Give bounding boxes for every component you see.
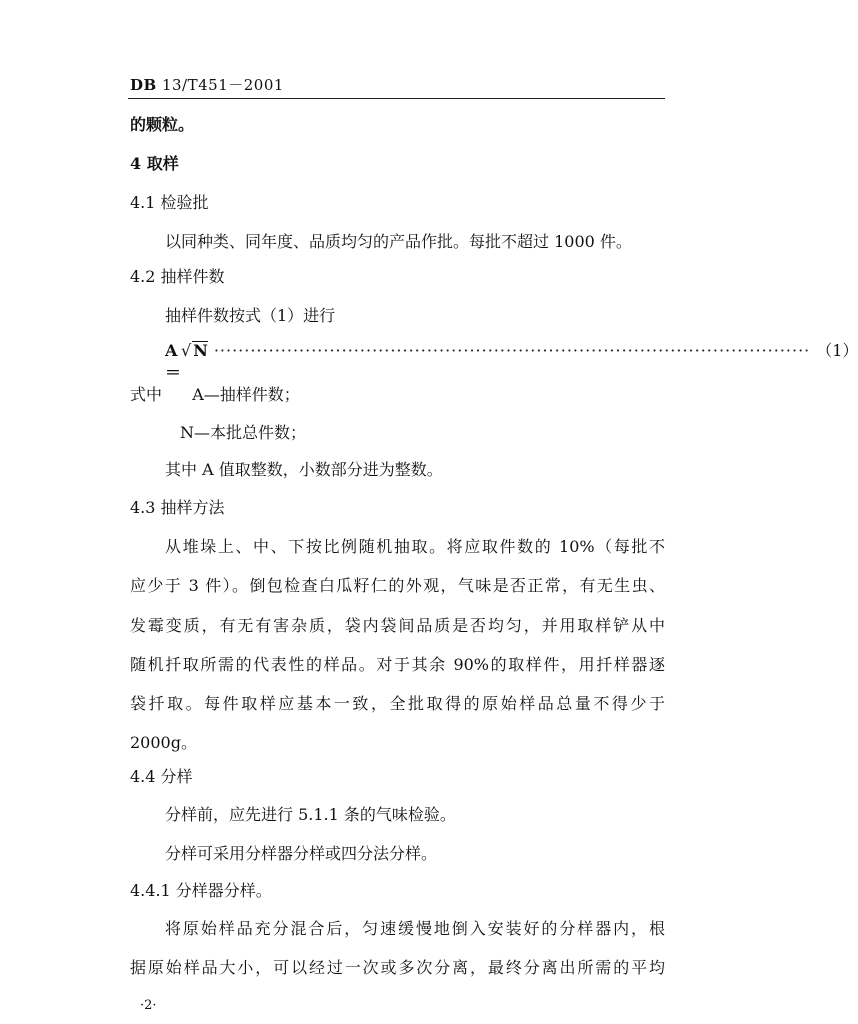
s441-line-2: 据原始样品大小，可以经过一次或多次分离，最终分离出所需的平均 <box>130 958 665 978</box>
where-line <box>130 384 300 406</box>
formula-lhs: A＝ <box>165 341 182 382</box>
section-4-4-text-1: 分样前，应先进行 5.1.1 条的气味检验。 <box>165 805 456 824</box>
section-4-title: 4 取样 <box>130 154 179 173</box>
s43-line-4: 随机扦取所需的代表性的样品。对于其余 90%的取样件，用扦样器逐 <box>130 654 665 674</box>
where-a: A—抽样件数； <box>192 385 300 404</box>
section-4-3-paragraph <box>130 536 665 772</box>
formula-leader-dots: ·································································································· <box>213 341 811 360</box>
section-4-4-title: 4.4 分样 <box>130 767 193 786</box>
s43-line-1: 从堆垛上、中、下按比例随机抽取。将应取件数的 10%（每批不 <box>165 537 665 556</box>
s441-line-1: 将原始样品充分混合后，匀速缓慢地倒入安装好的分样器内，根 <box>165 919 665 938</box>
page-number: ·2· <box>140 998 157 1013</box>
section-4-4-text-2: 分样可采用分样器分样或四分法分样。 <box>165 844 438 863</box>
s43-line-3: 发霉变质，有无有害杂质，袋内袋间品质是否均匀，并用取样铲从中 <box>130 615 665 635</box>
integer-note: 其中 A 值取整数，小数部分进为整数。 <box>165 460 443 479</box>
formula-radicand: N <box>193 341 208 360</box>
standard-code-number: 13/T451－2001 <box>161 76 284 94</box>
s43-line-5: 袋扦取。每件取样应基本一致，全批取得的原始样品总量不得少于 <box>130 694 665 714</box>
formula-1 <box>165 340 858 384</box>
section-4-3-title: 4.3 抽样方法 <box>130 498 225 517</box>
section-4-4-1-paragraph <box>130 918 665 997</box>
section-4-1-text: 以同种类、同年度、品质均匀的产品作批。每批不超过 1000 件。 <box>165 232 632 251</box>
s43-line-6: 2000g。 <box>130 733 197 753</box>
where-n: N—本批总件数； <box>180 423 307 442</box>
s43-line-2: 应少于 3 件）。倒包检查白瓜籽仁的外观，气味是否正常，有无生虫、 <box>130 576 665 596</box>
section-4-1-title: 4.1 检验批 <box>130 193 209 212</box>
section-4-2-title: 4.2 抽样件数 <box>130 267 225 286</box>
section-4-2-text: 抽样件数按式（1）进行 <box>165 306 336 325</box>
continued-line: 的颗粒。 <box>130 115 195 134</box>
section-4-4-1-title: 4.4.1 分样器分样。 <box>130 881 272 900</box>
formula-radical: √ <box>181 341 192 360</box>
header-rule <box>128 98 665 99</box>
formula-number: （1） <box>816 341 858 360</box>
standard-code <box>130 74 284 95</box>
standard-code-prefix: DB <box>130 76 157 94</box>
where-prefix: 式中 <box>130 385 163 404</box>
